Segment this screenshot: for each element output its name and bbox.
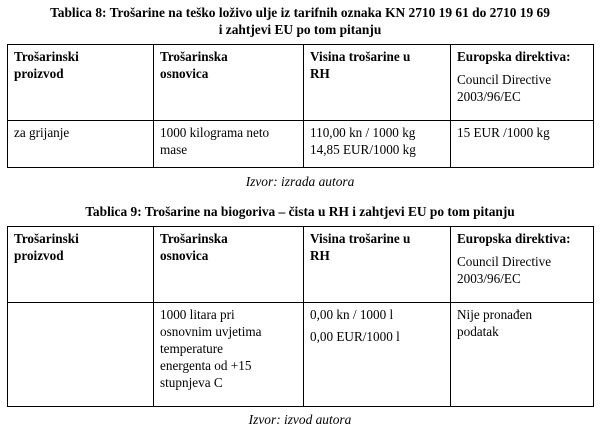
cell-text: 14,85 EUR/1000 kg: [310, 142, 416, 157]
header-label: Europska direktiva:: [457, 231, 571, 246]
table8: [7, 44, 594, 168]
cell-text: 110,00 kn / 1000 kg: [310, 125, 416, 140]
table9-caption: Tablica 9: Trošarine na biogoriva – čista u RH i zahtjevi EU po tom pitanju: [85, 204, 515, 219]
header-sublabel: [457, 253, 587, 287]
header-label: Trošarinski: [14, 49, 79, 64]
table8-cell-base: [154, 121, 304, 168]
table9-header-row: [8, 227, 594, 303]
table9-header-eu: [451, 227, 594, 303]
cell-text: 0,00 EUR/1000 l: [310, 329, 400, 344]
directive-name: Council Directive: [457, 254, 552, 269]
table9-header-base: [154, 227, 304, 303]
table8-header-product: [8, 45, 154, 121]
table8-header-rh: [304, 45, 451, 121]
cell-text: energenta od +15: [160, 358, 252, 373]
cell-text: mase: [160, 142, 188, 157]
header-label: osnovica: [160, 248, 209, 263]
header-label: RH: [310, 248, 330, 263]
table9-cell-product: [8, 303, 154, 407]
cell-text: temperature: [160, 341, 223, 356]
cell-text: podatak: [457, 324, 499, 339]
table-row: [8, 303, 594, 407]
header-label: Visina trošarine u: [310, 49, 411, 64]
table8-header-row: [8, 45, 594, 121]
table8-cell-rh: [304, 121, 451, 168]
directive-name: Council Directive: [457, 72, 552, 87]
table9-cell-rh: [304, 303, 451, 407]
table9: [7, 226, 594, 407]
header-sublabel: [457, 71, 587, 105]
table8-header-base: [154, 45, 304, 121]
table8-cell-product: za grijanje: [8, 121, 154, 168]
cell-text: 0,00 kn / 1000 l: [310, 307, 394, 322]
header-label: proizvod: [14, 248, 64, 263]
table8-header-eu: [451, 45, 594, 121]
header-label: Trošarinska: [160, 231, 228, 246]
table8-caption-line2: i zahtjevi EU po tom pitanju: [218, 22, 382, 37]
cell-text: 1000 kilograma neto: [160, 125, 270, 140]
cell-text: Nije pronađen: [457, 307, 533, 322]
cell-text: stupnjeva C: [160, 375, 223, 390]
header-label: proizvod: [14, 66, 64, 81]
table-row: [8, 121, 594, 168]
header-label: Visina trošarine u: [310, 231, 411, 246]
header-label: Trošarinska: [160, 49, 228, 64]
header-label: Europska direktiva:: [457, 49, 571, 64]
header-label: osnovica: [160, 66, 209, 81]
table9-source: Izvor: izvod autora: [248, 412, 352, 427]
table9-cell-base: [154, 303, 304, 407]
table9-cell-eu: [451, 303, 594, 407]
cell-text: 1000 litara pri: [160, 307, 235, 322]
table8-cell-eu: 15 EUR /1000 kg: [451, 121, 594, 168]
cell-text: osnovnim uvjetima: [160, 324, 262, 339]
directive-number: 2003/96/EC: [457, 271, 521, 286]
table8-caption-line1: Tablica 8: Trošarine na teško loživo ulje iz tarifnih oznaka KN 2710 19 61 do 2710 19 69: [50, 5, 550, 20]
table8-caption: [0, 4, 600, 38]
table9-header-product: [8, 227, 154, 303]
spacer: [310, 323, 444, 328]
table9-header-rh: [304, 227, 451, 303]
table8-source: Izvor: izrada autora: [245, 174, 355, 189]
header-label: RH: [310, 66, 330, 81]
directive-number: 2003/96/EC: [457, 89, 521, 104]
header-label: Trošarinski: [14, 231, 79, 246]
